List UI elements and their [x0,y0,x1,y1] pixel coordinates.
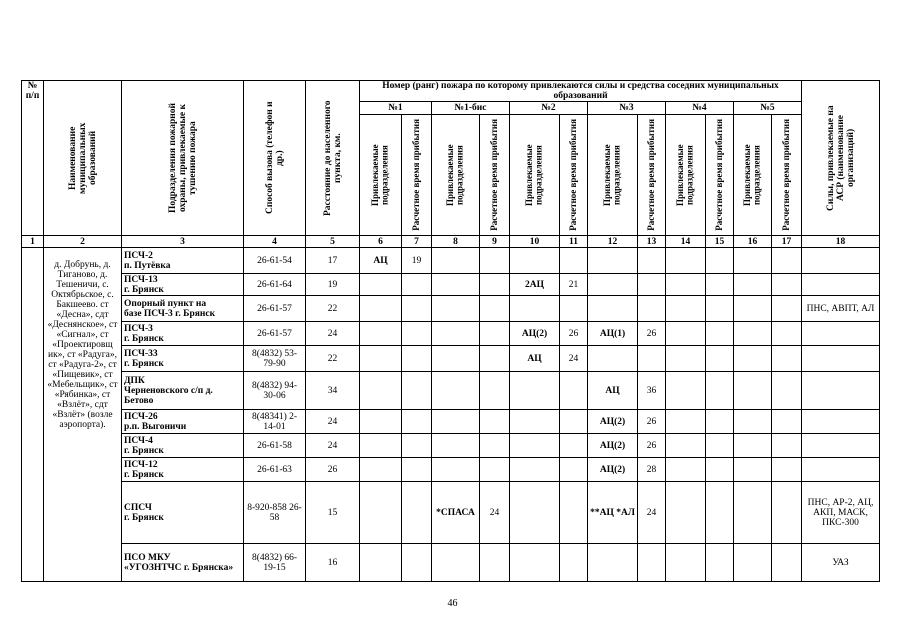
rank-time-cell: 26 [638,410,666,434]
rank-time-cell [480,274,510,296]
distance-cell: 24 [306,410,360,434]
phone-cell: 8(48341) 2-14-01 [244,410,306,434]
rank-time-cell [480,458,510,482]
sub-header-time: Расчетное время прибытия [560,115,588,236]
distance-cell: 34 [306,372,360,410]
rank-time-cell: 24 [480,482,510,544]
rank-time-cell [706,458,734,482]
asr-cell [802,322,880,346]
col-index: 6 [360,236,402,248]
rank-time-cell [402,296,432,322]
rank-time-cell [638,296,666,322]
unit-name: ПСЧ-26 [124,411,158,422]
rank-units-cell [734,296,772,322]
rank-time-cell [480,322,510,346]
sub-header-time: Расчетное время прибытия [638,115,666,236]
rank-time-cell: 36 [638,372,666,410]
asr-cell [802,274,880,296]
rank-units-cell [734,482,772,544]
rank-units-cell: АЦ(2) [588,410,638,434]
rank-units-cell [360,434,402,458]
col-index: 18 [802,236,880,248]
rank-units-cell: *СПАСА [432,482,480,544]
asr-cell [802,372,880,410]
rank-time-cell: 19 [402,248,432,274]
rank-units-cell [588,296,638,322]
rank-time-cell [772,410,802,434]
col-index: 2 [44,236,122,248]
table-row [22,482,880,544]
phone-cell: 26-61-57 [244,322,306,346]
header-rank-3: №3 [588,102,666,115]
col-index: 8 [432,236,480,248]
phone-cell: 8-920-858 26-58 [244,482,306,544]
col-index: 17 [772,236,802,248]
asr-cell: ПНС, АР-2, АЦ, АКП, МАСК, ПКС-300 [802,482,880,544]
asr-cell [802,434,880,458]
rank-time-cell [638,346,666,372]
rank-time-cell [402,274,432,296]
unit-location: г. Брянск [124,512,164,523]
rank-time-cell [560,248,588,274]
rank-time-cell [706,372,734,410]
rank-units-cell [734,322,772,346]
header-rank-1bis: №1-бис [432,102,510,115]
table-row [22,458,880,482]
distance-cell: 15 [306,482,360,544]
rank-time-cell [480,410,510,434]
rank-units-cell [734,458,772,482]
unit-cell [122,296,244,322]
rank-units-cell [360,544,402,582]
phone-cell: 8(4832) 94-30-06 [244,372,306,410]
col-index: 11 [560,236,588,248]
rank-units-cell: **АЦ *АЛ [588,482,638,544]
rank-time-cell [772,248,802,274]
unit-name: ПСЧ-2 [124,250,153,261]
rank-units-cell [666,322,706,346]
table-row [22,274,880,296]
rank-units-cell [666,248,706,274]
rank-time-cell [706,274,734,296]
unit-cell [122,346,244,372]
rank-time-cell [706,434,734,458]
table-row [22,322,880,346]
header-rank-2: №2 [510,102,588,115]
rank-units-cell: АЦ [588,372,638,410]
rank-units-cell [588,274,638,296]
rank-time-cell [402,544,432,582]
sub-header-units: Привлекаемые подразделения [510,115,560,236]
col-index: 3 [122,236,244,248]
table-row [22,296,880,322]
rank-units-cell [588,248,638,274]
distance-cell: 22 [306,346,360,372]
rank-time-cell [402,346,432,372]
header-rank-band: Номер (ранг) пожара по которому привлекаются силы и средства соседних муниципальных образований [360,81,802,102]
rank-units-cell [360,274,402,296]
rank-units-cell [510,248,560,274]
rank-units-cell [360,322,402,346]
sub-header-units: Привлекаемые подразделения [432,115,480,236]
distance-cell: 17 [306,248,360,274]
rank-time-cell: 26 [560,322,588,346]
rank-units-cell: 2АЦ [510,274,560,296]
rank-units-cell [588,544,638,582]
rank-time-cell [772,274,802,296]
rank-time-cell: 24 [560,346,588,372]
phone-cell: 26-61-54 [244,248,306,274]
rank-time-cell [772,434,802,458]
sub-header-time: Расчетное время прибытия [772,115,802,236]
rank-time-cell [560,434,588,458]
fire-forces-table [21,80,880,582]
rank-time-cell [560,372,588,410]
table-row [22,346,880,372]
header-call-method: Способ вызова (телефон и др.) [244,81,306,236]
rank-units-cell [734,434,772,458]
col-index: 5 [306,236,360,248]
header-no: № п/п [22,81,44,236]
unit-location: базе ПСЧ-3 г. Брянск [124,308,216,319]
rank-time-cell [560,458,588,482]
unit-name: ПСЧ-33 [124,348,158,359]
rank-units-cell [510,482,560,544]
unit-location: Черненовского с/п д. Бетово [124,385,213,406]
table-row [22,248,880,274]
asr-cell [802,346,880,372]
rank-units-cell [432,346,480,372]
rank-units-cell [360,372,402,410]
sub-header-units: Привлекаемые подразделения [734,115,772,236]
table-row [22,544,880,582]
rank-units-cell [666,458,706,482]
header-units: Подразделения пожарной охраны, привлекаемые к тушению пожара [122,81,244,236]
rank-time-cell [480,346,510,372]
unit-cell [122,248,244,274]
col-index: 7 [402,236,432,248]
col-index: 9 [480,236,510,248]
rank-time-cell [560,296,588,322]
rank-time-cell [402,410,432,434]
col-index: 13 [638,236,666,248]
rank-time-cell [480,544,510,582]
rank-units-cell [666,296,706,322]
rank-units-cell: АЦ(2) [588,458,638,482]
rank-units-cell [734,372,772,410]
rank-time-cell [402,322,432,346]
unit-name: ПСЧ-4 [124,435,153,446]
distance-cell: 22 [306,296,360,322]
sub-header-time: Расчетное время прибытия [706,115,734,236]
table-row [22,410,880,434]
rank-time-cell: 26 [638,434,666,458]
unit-location: г. Брянск [124,445,164,456]
rank-units-cell [432,296,480,322]
distance-cell: 16 [306,544,360,582]
rank-units-cell [432,410,480,434]
unit-cell [122,544,244,582]
asr-cell: ПНС, АВПТ, АЛ [802,296,880,322]
rank-time-cell [706,410,734,434]
rank-units-cell [432,434,480,458]
sub-header-units: Привлекаемые подразделения [588,115,638,236]
rank-time-cell: 21 [560,274,588,296]
rank-units-cell [432,372,480,410]
rank-units-cell [360,346,402,372]
header-municipality: Наименование муниципальных образований [44,81,122,236]
col-index: 1 [22,236,44,248]
rank-units-cell: АЦ(2) [588,434,638,458]
sub-header-units: Привлекаемые подразделения [360,115,402,236]
asr-cell [802,410,880,434]
rank-units-cell [432,458,480,482]
rank-units-cell [734,544,772,582]
rank-units-cell [734,410,772,434]
rank-time-cell [706,248,734,274]
rank-units-cell [432,544,480,582]
rank-time-cell [772,458,802,482]
unit-name: ПСЧ-12 [124,459,158,470]
rank-units-cell [666,544,706,582]
rank-units-cell: АЦ(2) [510,322,560,346]
table-row [22,434,880,458]
unit-name: Опорный пункт на [124,298,207,309]
rank-units-cell [432,322,480,346]
sub-header-units: Привлекаемые подразделения [666,115,706,236]
col-index: 4 [244,236,306,248]
rank-time-cell [560,544,588,582]
rank-time-cell [402,482,432,544]
unit-name: ПСЧ-13 [124,274,158,285]
distance-cell: 24 [306,322,360,346]
rank-time-cell [772,372,802,410]
rank-time-cell [402,372,432,410]
phone-cell: 8(4832) 66-19-15 [244,544,306,582]
unit-cell [122,410,244,434]
rank-units-cell [360,482,402,544]
rank-time-cell [638,544,666,582]
row-number-cell [22,248,44,582]
phone-cell: 8(4832) 53-79-90 [244,346,306,372]
rank-units-cell [432,248,480,274]
rank-units-cell [432,274,480,296]
page-number: 46 [447,598,458,609]
rank-units-cell [734,274,772,296]
unit-name: ПСЧ-3 [124,323,153,334]
col-index: 15 [706,236,734,248]
settlements-cell: д. Добрунь, д. Тиганово, д. Тешеничи, с. Октябрьское, с. Бакшеево. ст «Десна», сдт «Деснянское», ст «Сигнал», ст «Проектировщ ик», ст «Радуга», ст «Радуга-2», ст «Пищевик», ст «Мебельщик», ст «Рябинка», ст «Взлёт», сдт «Взлёт» (возле аэропорта). [44,248,122,582]
asr-cell [802,458,880,482]
rank-time-cell [638,248,666,274]
rank-units-cell [666,482,706,544]
rank-time-cell [402,458,432,482]
unit-location: г. Брянск [124,333,164,344]
rank-time-cell [480,296,510,322]
phone-cell: 26-61-58 [244,434,306,458]
rank-units-cell [510,296,560,322]
header-distance: Расстояние до населенного пункта, км. [306,81,360,236]
rank-units-cell: АЦ [510,346,560,372]
rank-units-cell [588,346,638,372]
unit-location: г. Брянск [124,469,164,480]
unit-location: г. Брянск [124,284,164,295]
unit-location: п. Путёвка [124,260,171,271]
unit-cell [122,372,244,410]
rank-time-cell [706,346,734,372]
rank-time-cell [402,434,432,458]
rank-units-cell [666,434,706,458]
rank-time-cell: 28 [638,458,666,482]
rank-time-cell [638,274,666,296]
column-index-row [22,236,880,248]
rank-time-cell [480,248,510,274]
phone-cell: 26-61-63 [244,458,306,482]
rank-time-cell [772,482,802,544]
unit-cell [122,434,244,458]
unit-cell [122,322,244,346]
rank-time-cell [772,296,802,322]
unit-location: г. Брянск [124,358,164,369]
sub-header-time: Расчетное время прибытия [480,115,510,236]
phone-cell: 26-61-64 [244,274,306,296]
rank-units-cell [666,274,706,296]
rank-time-cell [706,322,734,346]
header-rank-1: №1 [360,102,432,115]
rank-units-cell [510,410,560,434]
rank-units-cell [360,410,402,434]
sub-header-time: Расчетное время прибытия [402,115,432,236]
asr-cell: УАЗ [802,544,880,582]
table-row [22,372,880,410]
rank-units-cell [510,372,560,410]
col-index: 10 [510,236,560,248]
rank-time-cell [480,434,510,458]
header-rank-4: №4 [666,102,734,115]
rank-time-cell [772,346,802,372]
rank-time-cell: 26 [638,322,666,346]
unit-location: р.п. Выгоничи [124,421,187,432]
asr-cell [802,248,880,274]
rank-units-cell [510,544,560,582]
rank-units-cell [666,410,706,434]
rank-time-cell [706,482,734,544]
unit-location: «УГОЗНТЧС г. Брянска» [124,562,234,573]
rank-time-cell: 24 [638,482,666,544]
rank-time-cell [772,544,802,582]
unit-cell [122,482,244,544]
unit-name: СПСЧ [124,502,152,513]
rank-time-cell [480,372,510,410]
phone-cell: 26-61-57 [244,296,306,322]
rank-units-cell [510,458,560,482]
col-index: 12 [588,236,638,248]
rank-units-cell [734,248,772,274]
rank-time-cell [560,482,588,544]
col-index: 16 [734,236,772,248]
col-index: 14 [666,236,706,248]
rank-units-cell [734,346,772,372]
header-asr: Силы, привлекаемые на АСР (наименование организаций) [802,81,880,236]
unit-cell [122,458,244,482]
rank-units-cell [666,372,706,410]
rank-time-cell [706,544,734,582]
unit-cell [122,274,244,296]
rank-units-cell: АЦ(1) [588,322,638,346]
unit-name: ДПК [124,375,145,386]
rank-time-cell [772,322,802,346]
distance-cell: 19 [306,274,360,296]
rank-units-cell [360,296,402,322]
header-rank-5: №5 [734,102,802,115]
rank-time-cell [706,296,734,322]
rank-units-cell [360,458,402,482]
rank-units-cell [510,434,560,458]
rank-units-cell [666,346,706,372]
distance-cell: 24 [306,434,360,458]
rank-time-cell [560,410,588,434]
distance-cell: 26 [306,458,360,482]
unit-name: ПСО МКУ [124,552,171,563]
rank-units-cell: АЦ [360,248,402,274]
